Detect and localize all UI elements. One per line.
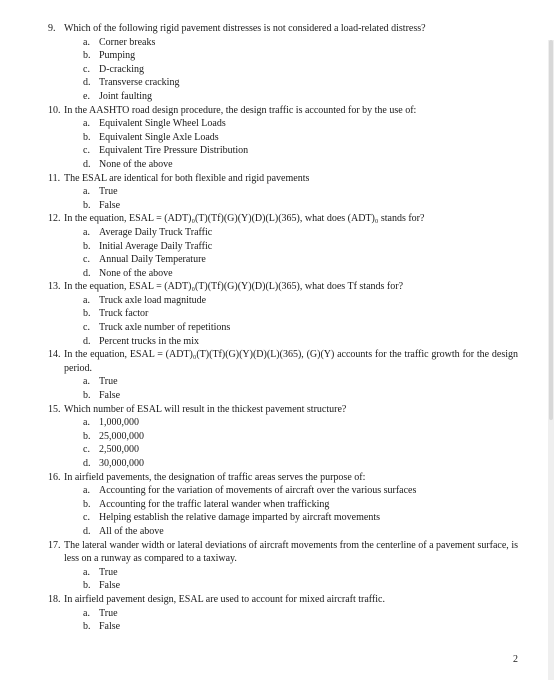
answer-option bbox=[83, 375, 518, 389]
question-text: Which of the following rigid pavement distresses is not considered a load-related distress? bbox=[64, 23, 426, 34]
option-letter: b. bbox=[83, 390, 91, 402]
answer-option bbox=[83, 416, 518, 430]
question-text: In the AASHTO road design procedure, the design traffic is accounted for by the use of: bbox=[64, 104, 417, 116]
option-text: None of the above bbox=[99, 267, 173, 279]
scrollbar-thumb[interactable] bbox=[549, 40, 553, 420]
question-text: In the equation, ESAL = (ADT)₀(T)(Tf)(G)(Y)(D)(L)(365), (G)(Y) accounts for the traffic growth for the design period. bbox=[64, 349, 518, 374]
answer-options bbox=[48, 36, 518, 104]
answer-option bbox=[83, 131, 518, 145]
answer-option bbox=[83, 566, 518, 580]
question-item bbox=[48, 280, 518, 348]
answer-option bbox=[83, 620, 518, 634]
question-stem bbox=[48, 212, 518, 226]
question-number: 17. bbox=[48, 539, 61, 551]
question-item bbox=[48, 212, 518, 280]
answer-option bbox=[83, 335, 518, 349]
option-text: True bbox=[99, 607, 118, 619]
answer-option bbox=[83, 498, 518, 512]
answer-options bbox=[48, 226, 518, 280]
option-text: Annual Daily Temperature bbox=[99, 254, 206, 266]
question-stem bbox=[48, 348, 518, 375]
answer-option bbox=[83, 36, 518, 50]
question-stem bbox=[48, 403, 518, 417]
answer-option bbox=[83, 158, 518, 172]
option-letter: b. bbox=[83, 131, 91, 143]
question-stem bbox=[48, 104, 518, 118]
option-letter: a. bbox=[83, 186, 90, 198]
option-letter: d. bbox=[83, 525, 91, 537]
answer-options bbox=[48, 375, 518, 402]
option-letter: b. bbox=[83, 498, 91, 510]
answer-options bbox=[48, 185, 518, 212]
option-text: Accounting for the variation of movements of aircraft over the various surfaces bbox=[99, 485, 417, 497]
answer-options bbox=[48, 117, 518, 171]
option-text: 25,000,000 bbox=[99, 430, 144, 442]
option-letter: a. bbox=[83, 226, 90, 238]
option-letter: d. bbox=[83, 158, 91, 170]
option-text: False bbox=[99, 199, 121, 211]
option-text: 30,000,000 bbox=[99, 458, 144, 469]
question-number: 12. bbox=[48, 213, 61, 225]
option-letter: b. bbox=[83, 308, 91, 320]
question-number: 15. bbox=[48, 403, 61, 415]
answer-option bbox=[83, 253, 518, 267]
option-text: Initial Average Daily Traffic bbox=[99, 240, 213, 252]
option-text: Average Daily Truck Traffic bbox=[99, 226, 213, 238]
option-letter: b. bbox=[83, 199, 91, 211]
question-number: 13. bbox=[48, 281, 61, 293]
option-letter: c. bbox=[83, 512, 90, 524]
option-letter: b. bbox=[83, 621, 91, 633]
answer-option bbox=[83, 484, 518, 498]
answer-option bbox=[83, 321, 518, 335]
answer-option bbox=[83, 294, 518, 308]
question-text: In airfield pavements, the designation of traffic areas serves the purpose of: bbox=[64, 471, 366, 483]
question-number: 18. bbox=[48, 593, 61, 605]
option-text: True bbox=[99, 376, 118, 388]
answer-option bbox=[83, 430, 518, 444]
option-letter: a. bbox=[83, 36, 90, 48]
option-text: Joint faulting bbox=[99, 90, 153, 102]
answer-option bbox=[83, 240, 518, 254]
question-text: The ESAL are identical for both flexible and rigid pavements bbox=[64, 172, 310, 184]
option-text: Truck factor bbox=[99, 308, 149, 320]
question-stem bbox=[48, 280, 518, 294]
answer-option bbox=[83, 199, 518, 213]
answer-option bbox=[83, 117, 518, 131]
option-text: True bbox=[99, 566, 118, 578]
answer-option bbox=[83, 90, 518, 104]
answer-options bbox=[48, 484, 518, 538]
option-letter: a. bbox=[83, 376, 90, 388]
question-list bbox=[48, 22, 518, 634]
question-stem bbox=[48, 172, 518, 186]
answer-option bbox=[83, 185, 518, 199]
question-stem bbox=[48, 22, 518, 36]
answer-option bbox=[83, 579, 518, 593]
option-text: Equivalent Tire Pressure Distribution bbox=[99, 145, 249, 157]
question-item bbox=[48, 104, 518, 172]
option-letter: d. bbox=[83, 335, 91, 347]
answer-options bbox=[48, 294, 518, 348]
vertical-scrollbar[interactable] bbox=[548, 40, 554, 680]
option-text: False bbox=[99, 390, 121, 402]
answer-option bbox=[83, 144, 518, 158]
option-text: Percent trucks in the mix bbox=[99, 335, 199, 347]
option-text: 2,500,000 bbox=[99, 444, 139, 456]
answer-option bbox=[83, 607, 518, 621]
option-text: Truck axle load magnitude bbox=[99, 294, 207, 306]
answer-option bbox=[83, 389, 518, 403]
option-letter: a. bbox=[83, 417, 90, 429]
question-number: 14. bbox=[48, 349, 61, 361]
option-letter: d. bbox=[83, 458, 91, 469]
option-text: Equivalent Single Axle Loads bbox=[99, 131, 219, 143]
answer-options bbox=[48, 566, 518, 593]
option-letter: a. bbox=[83, 485, 90, 497]
question-item bbox=[48, 471, 518, 539]
option-text: True bbox=[99, 186, 118, 198]
answer-option bbox=[83, 49, 518, 63]
answer-option bbox=[83, 511, 518, 525]
question-item bbox=[48, 539, 518, 593]
answer-option bbox=[83, 267, 518, 281]
option-letter: d. bbox=[83, 77, 91, 89]
question-item bbox=[48, 348, 518, 402]
option-text: Pumping bbox=[99, 50, 136, 62]
option-letter: c. bbox=[83, 145, 90, 157]
option-letter: c. bbox=[83, 254, 90, 266]
question-stem bbox=[48, 471, 518, 485]
question-item bbox=[48, 22, 518, 104]
question-text: Which number of ESAL will result in the thickest pavement structure? bbox=[64, 403, 347, 415]
question-text: In airfield pavement design, ESAL are used to account for mixed aircraft traffic. bbox=[64, 593, 385, 605]
answer-option bbox=[83, 63, 518, 77]
answer-option bbox=[83, 307, 518, 321]
option-letter: a. bbox=[83, 566, 90, 578]
question-item bbox=[48, 593, 518, 634]
option-text: 1,000,000 bbox=[99, 417, 139, 429]
option-letter: c. bbox=[83, 322, 90, 334]
answer-options bbox=[48, 416, 518, 470]
answer-options bbox=[48, 607, 518, 634]
option-text: None of the above bbox=[99, 158, 173, 170]
option-letter: b. bbox=[83, 50, 91, 62]
question-stem bbox=[48, 593, 518, 607]
option-text: Helping establish the relative damage imparted by aircraft movements bbox=[99, 512, 381, 524]
answer-option bbox=[83, 226, 518, 240]
answer-option bbox=[83, 525, 518, 539]
question-item bbox=[48, 403, 518, 471]
question-item bbox=[48, 172, 518, 213]
option-letter: b. bbox=[83, 580, 91, 592]
option-text: D-cracking bbox=[99, 63, 144, 75]
option-text: All of the above bbox=[99, 525, 164, 537]
question-text: In the equation, ESAL = (ADT)₀(T)(Tf)(G)(Y)(D)(L)(365), what does Tf stands for? bbox=[64, 281, 404, 293]
question-number: 9. bbox=[48, 23, 56, 34]
option-letter: b. bbox=[83, 240, 91, 252]
option-text: Transverse cracking bbox=[99, 77, 180, 89]
option-text: Truck axle number of repetitions bbox=[99, 322, 231, 334]
answer-option bbox=[83, 457, 518, 471]
question-number: 16. bbox=[48, 471, 61, 483]
answer-option bbox=[83, 443, 518, 457]
option-letter: a. bbox=[83, 607, 90, 619]
answer-option bbox=[83, 76, 518, 90]
question-text: The lateral wander width or lateral deviations of aircraft movements from the centerline of a pavement surface, is less on a runway as compared to a taxiway. bbox=[64, 539, 518, 565]
option-letter: a. bbox=[83, 294, 90, 306]
option-letter: c. bbox=[83, 63, 90, 75]
question-number: 11. bbox=[48, 172, 61, 184]
option-letter: c. bbox=[83, 444, 90, 456]
question-stem bbox=[48, 539, 518, 566]
option-letter: d. bbox=[83, 267, 91, 279]
question-number: 10. bbox=[48, 104, 61, 116]
question-text: In the equation, ESAL = (ADT)₀(T)(Tf)(G)(Y)(D)(L)(365), what does (ADT)₀ stands for? bbox=[64, 213, 425, 225]
option-text: Equivalent Single Wheel Loads bbox=[99, 118, 226, 130]
option-text: Corner breaks bbox=[99, 36, 156, 48]
option-letter: e. bbox=[83, 90, 90, 102]
option-text: False bbox=[99, 580, 121, 592]
page-number: 2 bbox=[513, 654, 518, 665]
option-letter: b. bbox=[83, 430, 91, 442]
option-text: False bbox=[99, 621, 121, 633]
option-text: Accounting for the traffic lateral wander when trafficking bbox=[99, 498, 330, 510]
option-letter: a. bbox=[83, 118, 90, 130]
